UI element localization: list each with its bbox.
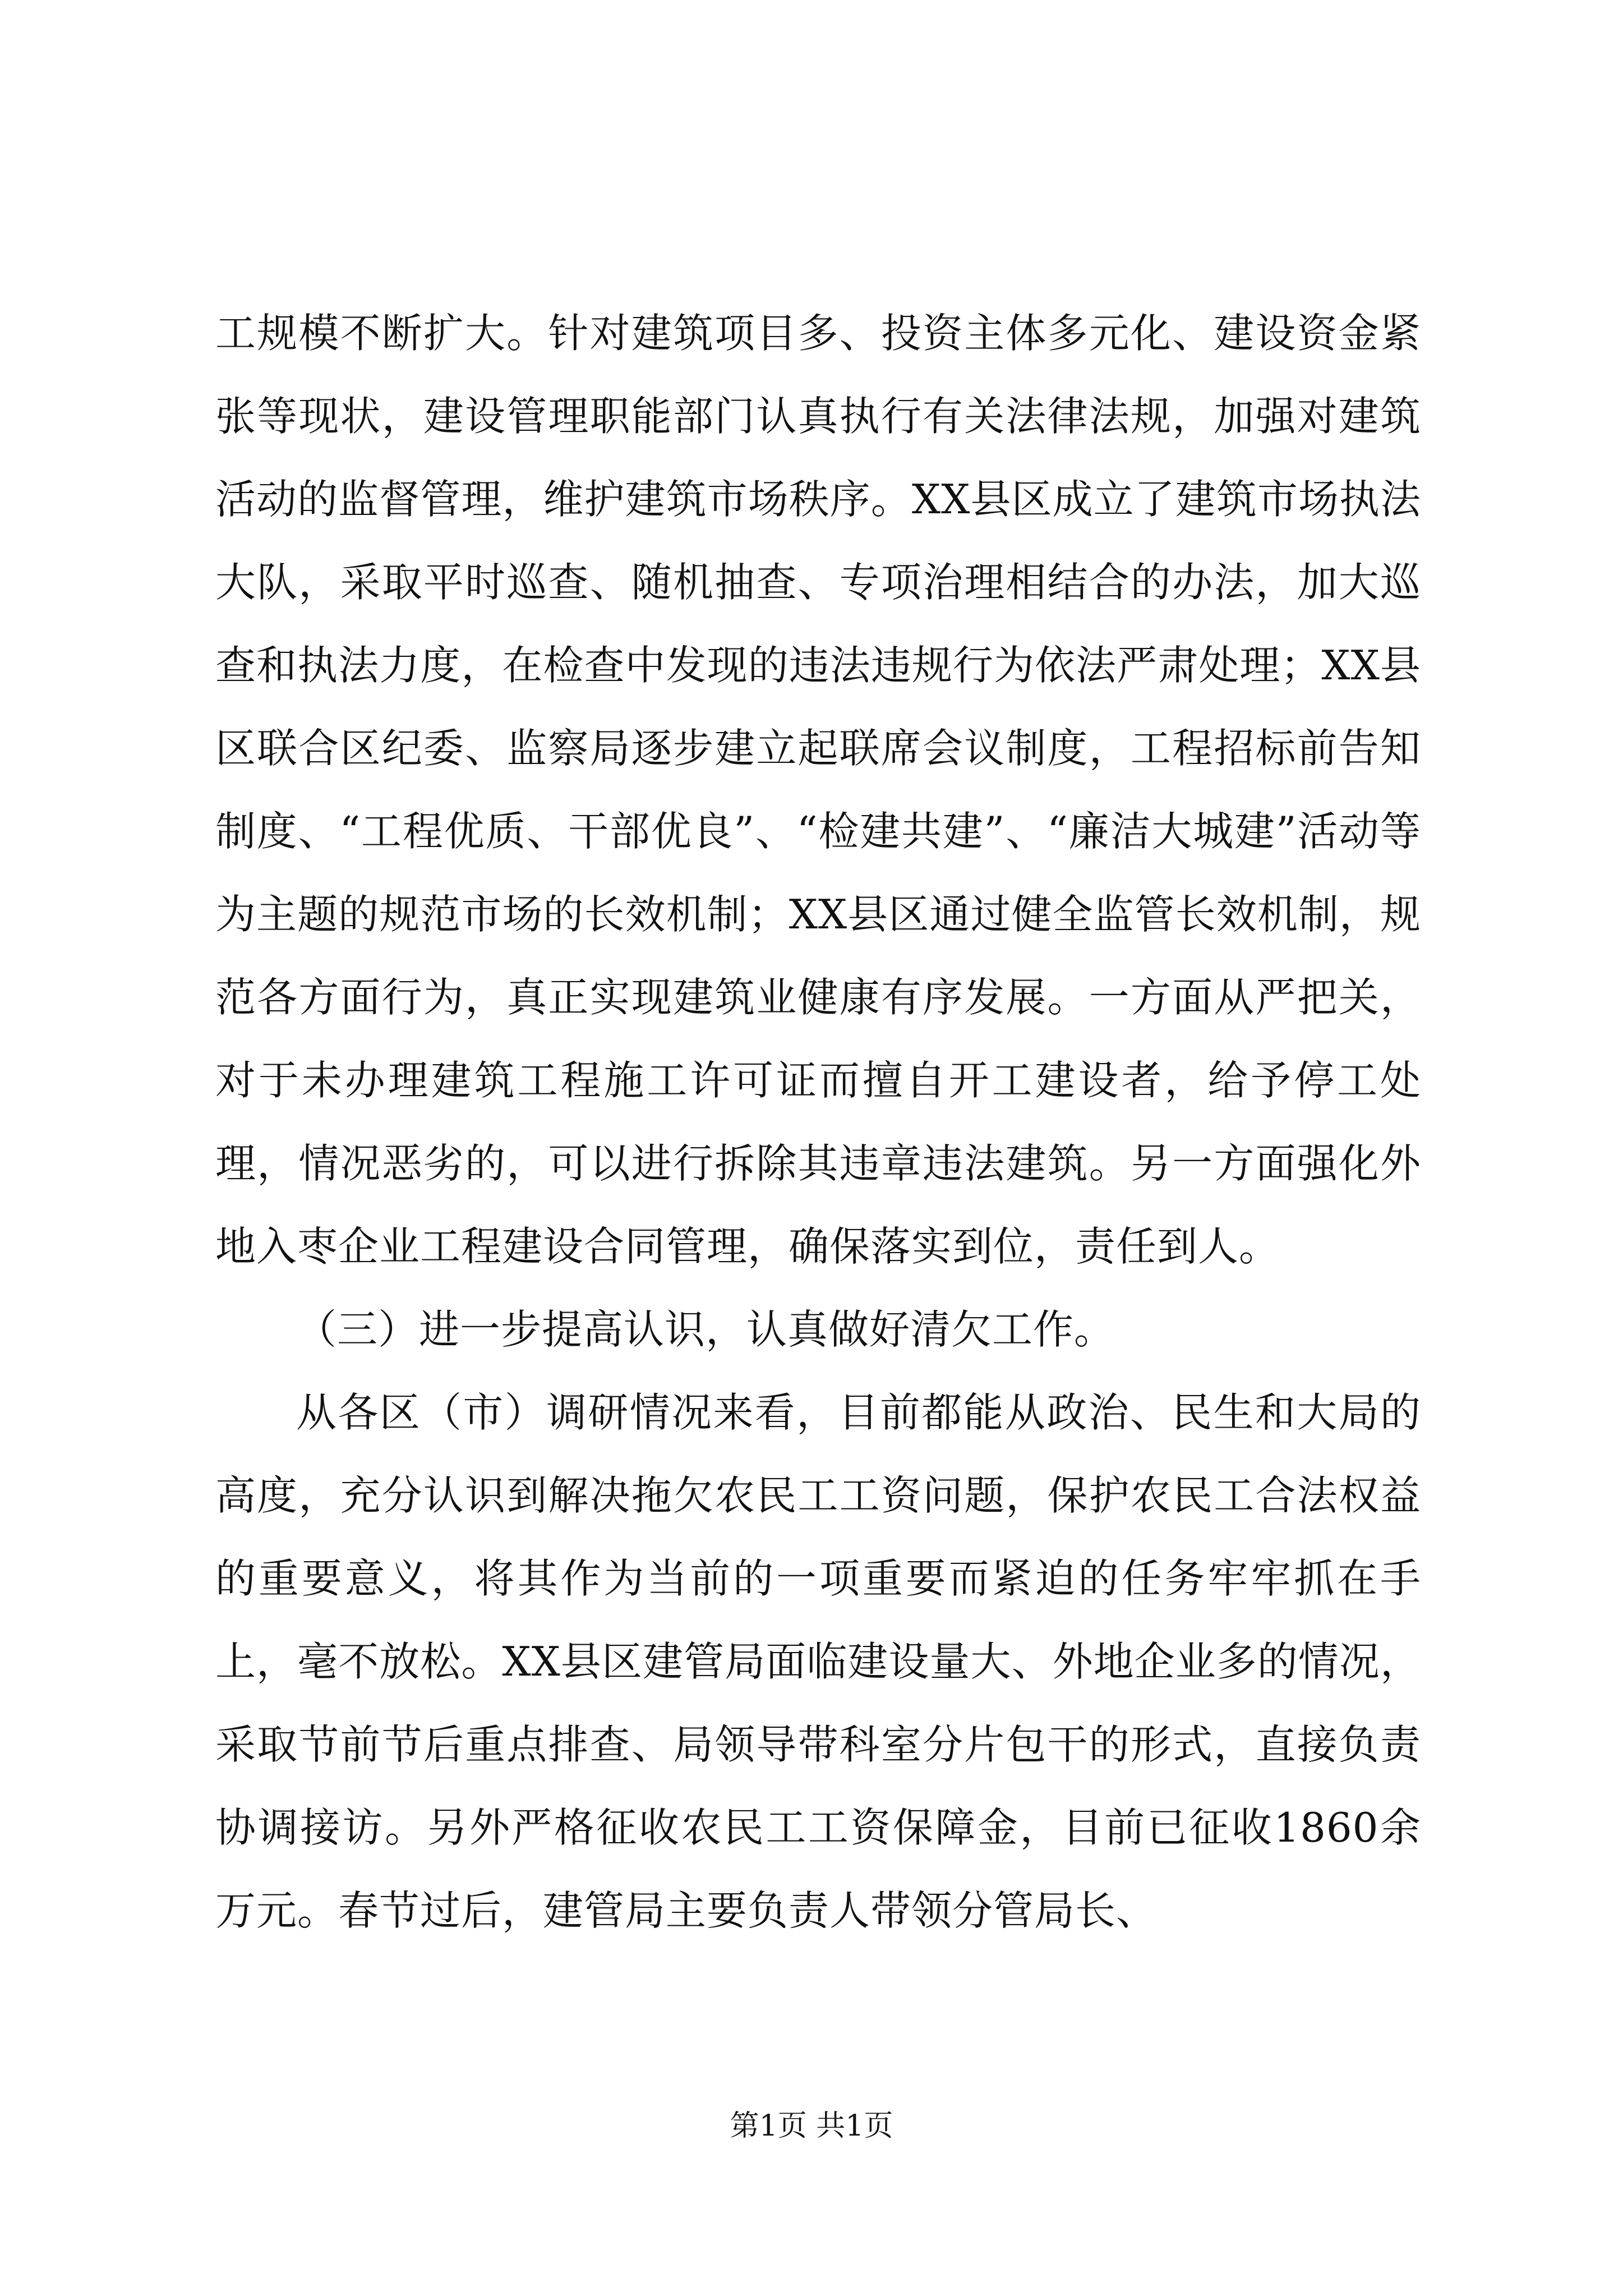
document-body [215, 292, 1421, 1952]
paragraph-3: 从各区（市）调研情况来看，目前都能从政治、民生和大局的高度，充分认识到解决拖欠农民工工资问题，保护农民工合法权益的重要意义，将其作为当前的一项重要而紧迫的任务牢牢抓在手上，毫不放松。XX县区建管局面临建设量大、外地企业多的情况，采取节前节后重点排查、局领导带科室分片包干的形式，直接负责协调接访。另外严格征收农民工工资保障金，目前已征收1860余万元。春节过后，建管局主要负责人带领分管局长、 [215, 1389, 1421, 1934]
page-footer: 第1页 共1页 [730, 2109, 893, 2143]
paragraph-section-heading: （三）进一步提高认识，认真做好清欠工作。 [296, 1306, 1115, 1353]
paragraph-1: 工规模不断扩大。针对建筑项目多、投资主体多元化、建设资金紧张等现状，建设管理职能部门认真执行有关法律法规，加强对建筑活动的监督管理，维护建筑市场秩序。XX县区成立了建筑市场执法大队，采取平时巡查、随机抽查、专项治理相结合的办法，加大巡查和执法力度，在检查中发现的违法违规行为依法严肃处理；XX县区联合区纪委、监察局逐步建立起联席会议制度，工程招标前告知制度、“工程优质、干部优良”、“检建共建”、“廉洁大城建”活动等为主题的规范市场的长效机制；XX县区通过健全监管长效机制，规范各方面行为，真正实现建筑业健康有序发展。一方面从严把关，对于未办理建筑工程施工许可证而擅自开工建设者，给予停工处理，情况恶劣的，可以进行拆除其违章违法建筑。另一方面强化外地入枣企业工程建设合同管理，确保落实到位，责任到人。 [215, 310, 1421, 1270]
